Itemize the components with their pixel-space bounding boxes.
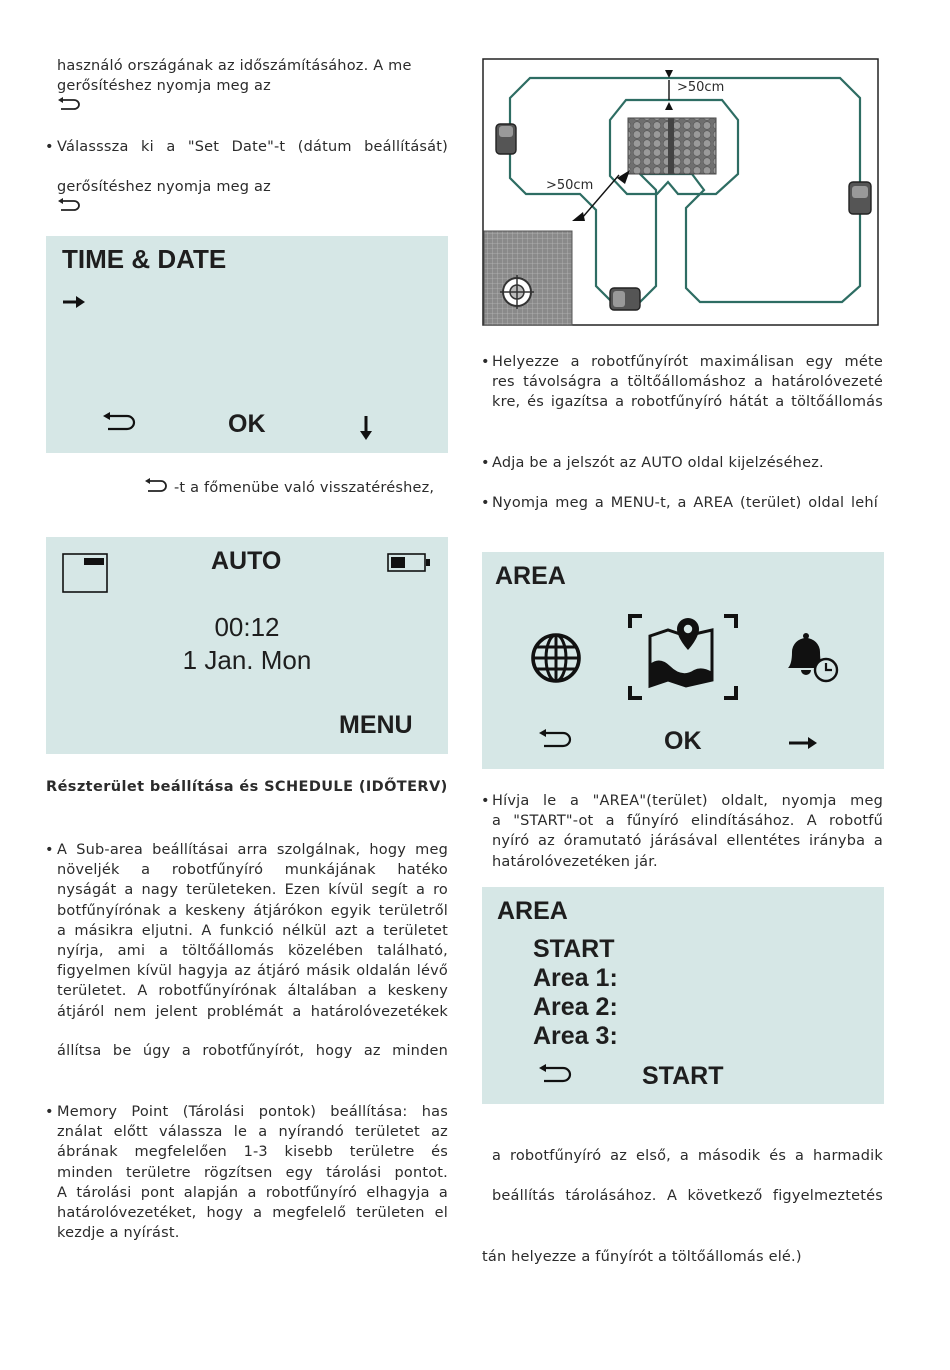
text-line: botfűnyírónak a keskeny átjárókon egyik területről [57,902,448,919]
password-bullet: Adja be a jelszót az AUTO oldal kijelzéséhez. [492,455,824,471]
globe-icon[interactable] [530,632,582,684]
back-icon[interactable] [538,1064,574,1086]
area-call-paragraph [492,791,883,872]
area-item-start[interactable]: START [533,935,615,963]
text-line: ábrának megfelelően 1-3 kisebb területre és [57,1144,448,1161]
back-icon[interactable] [538,729,574,751]
text-line: nyságát a nagy területeken. Ezen kívül segít a ro [57,882,448,899]
confirm-line: gerősítéshez nyomja meg az [57,179,271,195]
bullet-dot: • [45,842,54,858]
time-date-panel [46,236,448,453]
intro-text [57,56,443,96]
bullet-dot: • [45,139,54,155]
bullet-dot: • [481,495,490,511]
bullet-dot: • [481,793,490,809]
area-title: AREA [495,562,566,590]
text-line: Helyezze a robotfűnyírót maximálisan egy méte [492,354,883,370]
text-line: kezdje a nyírást. [57,1225,180,1242]
subarea-paragraph [57,840,448,1022]
text-line: a másikra eljutni. A funkció nélkül azt a területet [57,922,448,939]
text-line: területet. A robotfűnyírónak általában a keskeny [57,983,448,1000]
text-line: határolóvezetéket, hogy a megfelelő területen el [57,1205,448,1222]
memory-paragraph [57,1102,448,1243]
set-date-bullet: Válasssza ki a "Set Date"-t (dátum beállítását) [57,139,448,155]
text-line: figyelmen kívül hagyja az átjáró másik oldalán lévő [57,963,448,980]
area-item-3[interactable]: Area 3: [533,1022,618,1050]
ok-button[interactable]: OK [664,727,702,755]
line-b: beállítás tárolásához. A következő figyelmeztetés [492,1188,883,1204]
auto-time: 00:12 [214,612,280,642]
back-icon[interactable] [102,412,138,434]
area-item-2[interactable]: Area 2: [533,993,618,1021]
start-button[interactable]: START [642,1062,724,1090]
map-pin-icon[interactable] [628,614,738,700]
bullet-dot: • [45,1104,54,1120]
bullet-dot: • [481,354,490,370]
time-date-title: TIME & DATE [62,244,227,274]
arrow-right-icon[interactable] [62,295,86,309]
text-line: Hívja le a "AREA"(terület) oldalt, nyomja meg [492,793,883,809]
return-text: -t a főmenübe való visszatéréshez, [174,480,435,496]
auto-title: AUTO [211,547,282,575]
text-line: határolóvezetéken jár. [492,853,658,870]
ok-button[interactable]: OK [228,410,266,438]
subarea-last-line: állítsa be úgy a robotfűnyírót, hogy az minden [57,1043,448,1059]
line-c: tán helyezze a fűnyírót a töltőállomás elé.) [482,1249,802,1265]
section-heading: Részterület beállítása és SCHEDULE (IDŐTERV) [46,779,448,795]
text-line: nyírja, ami a töltőállomás közelében található, [57,943,448,960]
bell-clock-icon[interactable] [782,630,842,686]
text-line: kre, és igazítsa a robotfűnyíró hátát a töltőállomás [492,394,883,411]
text-line: A Sub-area beállításai arra szolgálnak, hogy meg [57,842,448,858]
menu-bullet: Nyomja meg a MENU-t, a AREA (terület) oldal lehí [492,495,878,511]
place-paragraph [492,352,883,413]
area-title: AREA [497,897,568,925]
intro-line: gerősítéshez nyomja meg az [57,78,271,95]
arrow-down-icon[interactable] [359,415,373,441]
arrow-right-icon[interactable] [788,736,818,750]
text-line: Memory Point (Tárolási pontok) beállítása: has [57,1104,448,1120]
text-line: A tárolási pont alapján a robotfűnyíró elhagyja a [57,1184,448,1201]
boundary-wire-diagram [482,58,880,328]
distance-label-top: >50cm [677,80,725,95]
area-item-1[interactable]: Area 1: [533,964,618,992]
text-line: ználat előtt válassza le a nyírandó területet az [57,1124,448,1141]
area-start-panel [482,887,884,1104]
text-line: a "START"-ot a fűnyíró elindításához. A robotfű [492,813,883,830]
text-line: növeljék a robotfűnyíró munkájának hatéko [57,862,448,879]
text-line: átjáról nem jelent problémát a határolóvezetékek [57,1003,448,1020]
return-icon [144,478,170,495]
return-icon [57,97,83,113]
bullet-dot: • [481,455,490,471]
text-line: minden területre rögzítsen egy tárolási pontot. [57,1164,448,1181]
return-icon [57,198,83,214]
intro-line: használó országának az időszámításához. A me [57,58,412,74]
menu-button[interactable]: MENU [339,711,413,739]
area-panel [482,552,884,769]
distance-label-mid: >50cm [546,178,594,193]
battery-icon [387,553,431,573]
text-line: res távolságra a töltőállomáshoz a határolóvezeté [492,374,883,391]
auto-date: 1 Jan. Mon [182,645,312,675]
display-icon [62,553,110,595]
text-line: nyíró az óramutató járásával ellentétes irányba a [492,833,883,850]
line-a: a robotfűnyíró az első, a második és a harmadik [492,1148,883,1164]
auto-panel [46,537,448,754]
